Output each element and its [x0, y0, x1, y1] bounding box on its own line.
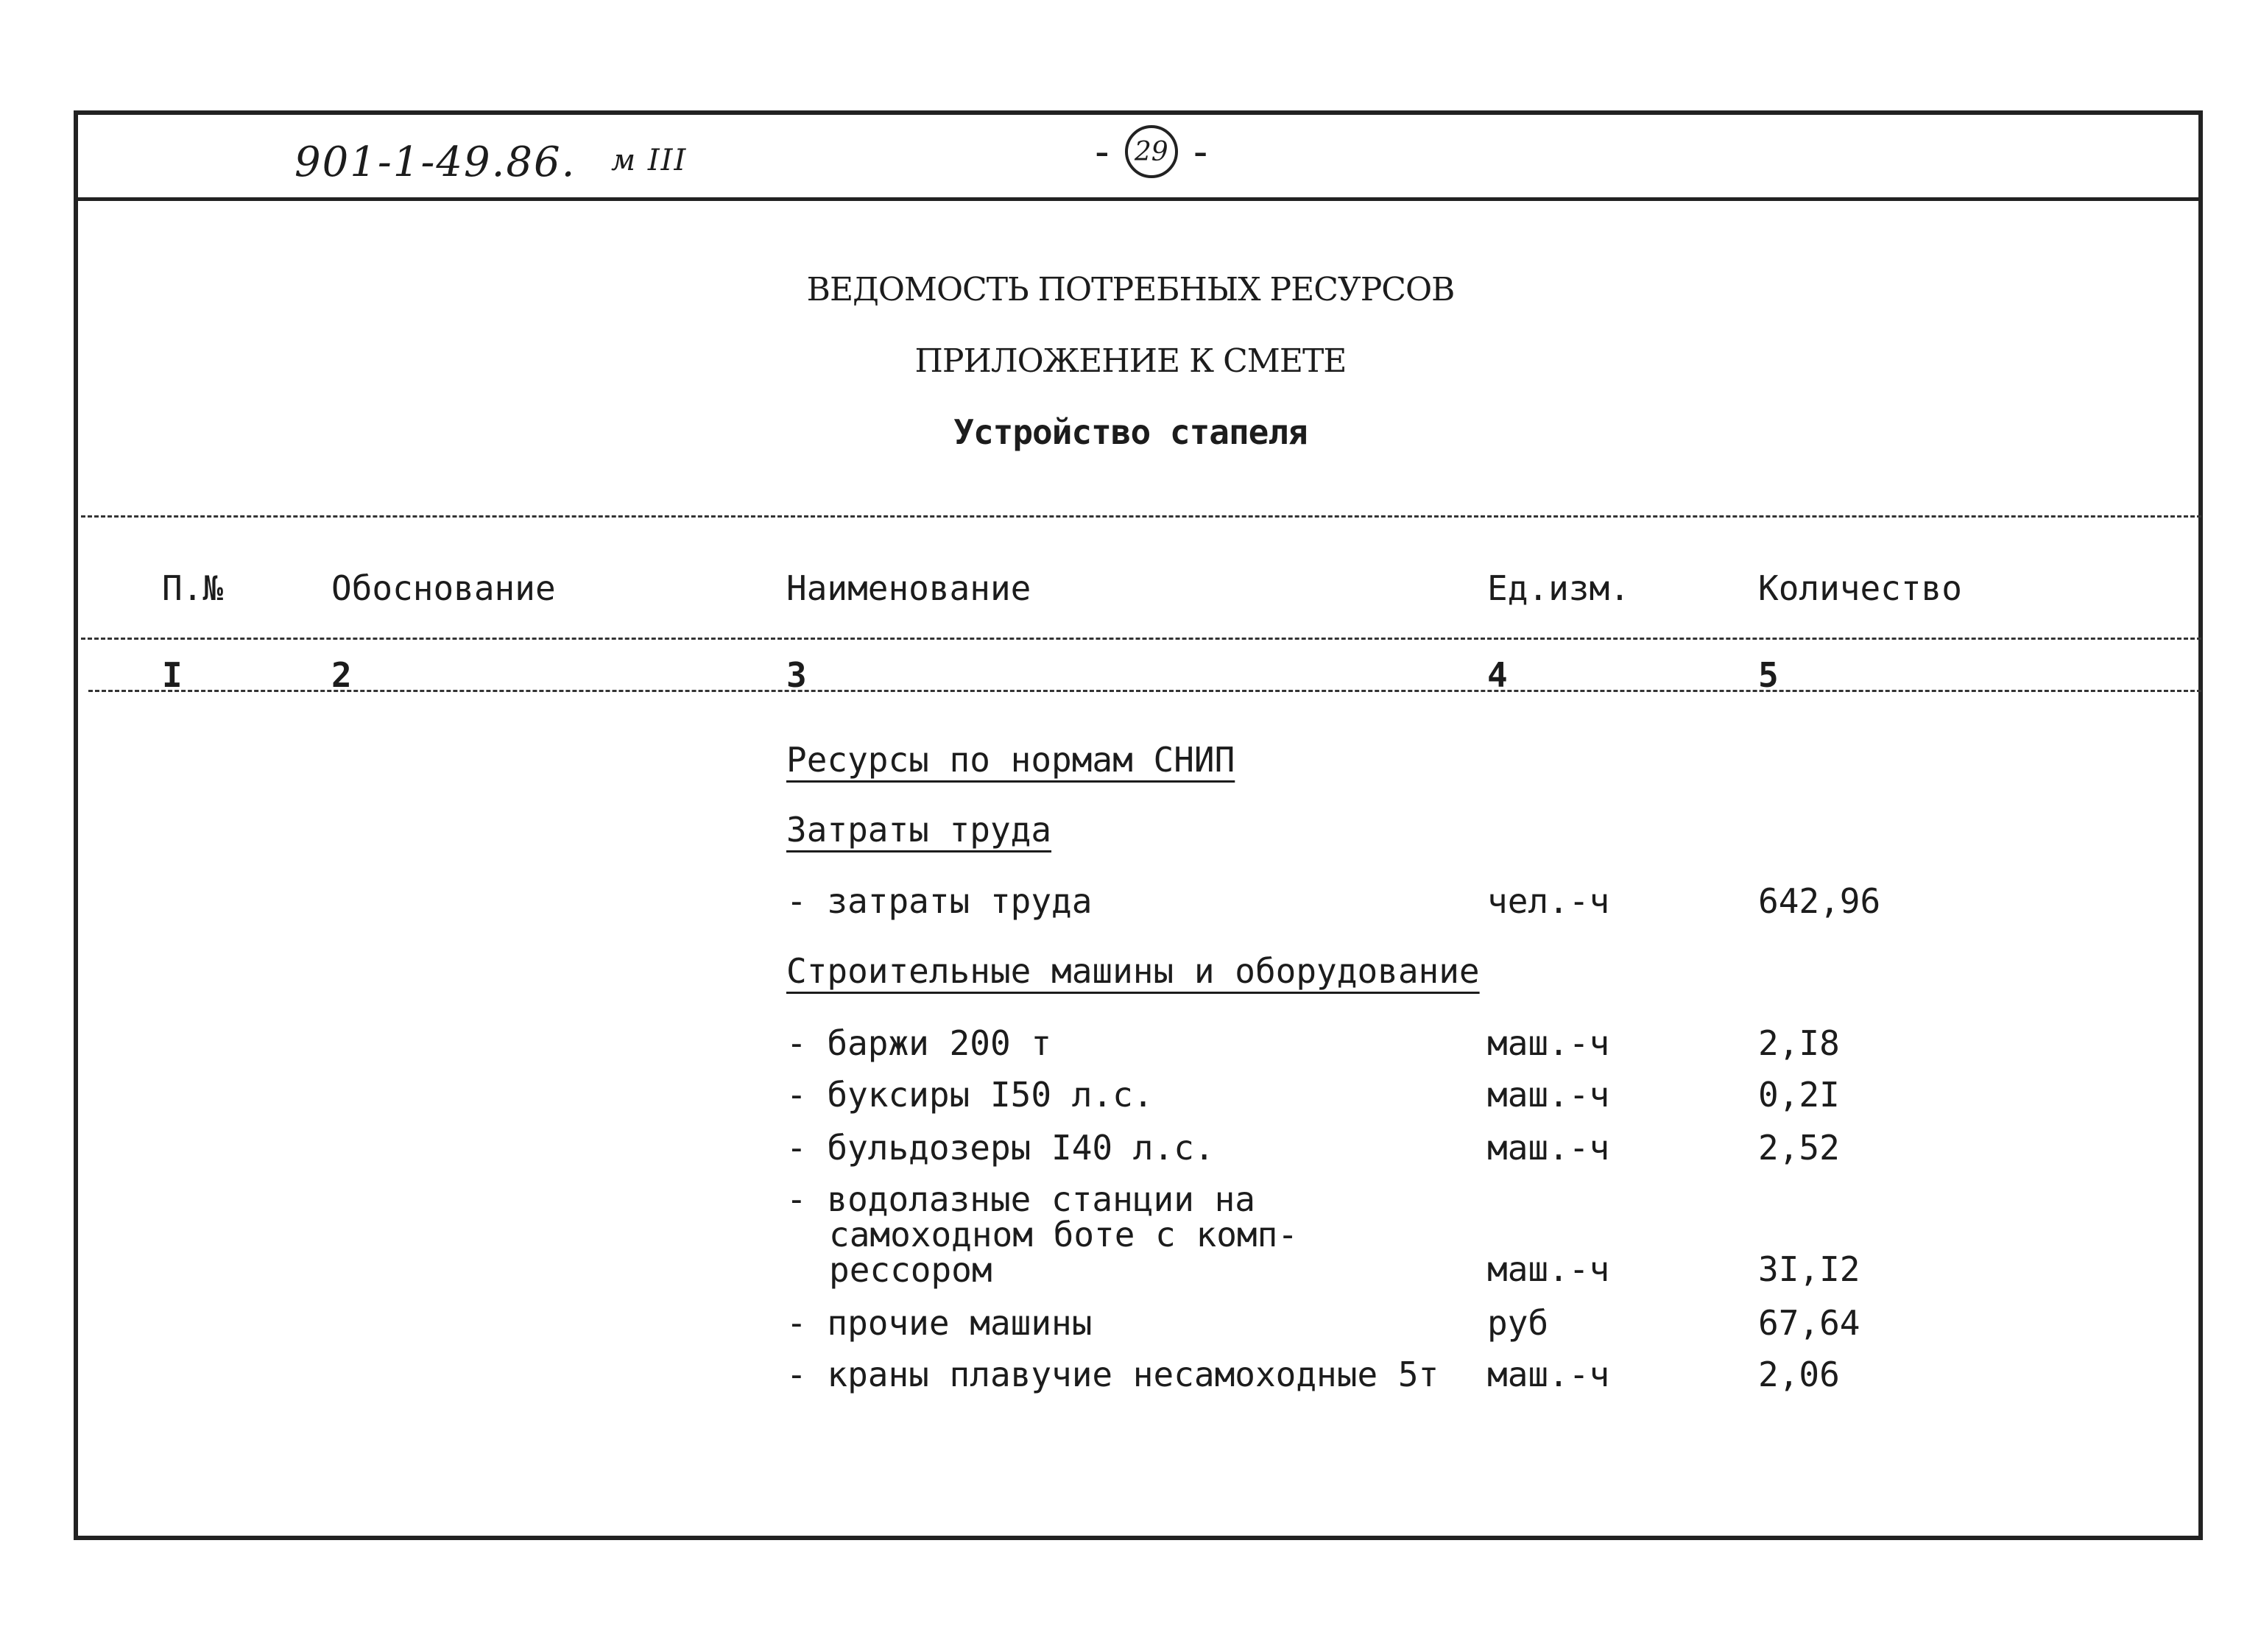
- machine-item-quantity: 2,52: [1758, 1128, 1840, 1168]
- table-header-rule: [81, 638, 2201, 640]
- machine-item-name: - прочие машины: [786, 1303, 1093, 1343]
- dash-right: -: [1188, 127, 1213, 176]
- machine-item-name: - бульдозеры I40 л.с.: [786, 1128, 1215, 1168]
- column-header-number: П.№: [162, 568, 224, 608]
- machine-item-quantity: 0,2I: [1758, 1075, 1840, 1115]
- machine-item-quantity: 67,64: [1758, 1303, 1860, 1343]
- section-title-machines: Строительные машины и оборудование: [786, 951, 1480, 991]
- machine-item-name-line: самоходном боте с комп-: [829, 1215, 1298, 1254]
- machine-item-unit: маш.-ч: [1487, 1023, 1610, 1063]
- document-code: 901-1-49.86.: [294, 138, 576, 186]
- object-title: Устройство стапеля: [953, 412, 1308, 452]
- sheet-mark: м III: [611, 144, 688, 177]
- page-number: [1090, 125, 1213, 178]
- machine-item-quantity: 2,I8: [1758, 1023, 1840, 1063]
- machine-item-name: - буксиры I50 л.с.: [786, 1075, 1154, 1115]
- section-title-labor: Затраты труда: [786, 810, 1052, 850]
- machine-item-unit: руб: [1487, 1303, 1549, 1343]
- column-header-unit: Ед.изм.: [1487, 568, 1630, 608]
- machine-item-unit: маш.-ч: [1487, 1128, 1610, 1168]
- machine-item-unit: маш.-ч: [1487, 1249, 1610, 1289]
- machine-item-name: - краны плавучие несамоходные 5т: [786, 1355, 1439, 1394]
- labor-item-quantity: 642,96: [1758, 881, 1881, 921]
- machine-item-name-multiline: [786, 1179, 1298, 1290]
- machine-item-name-line: - водолазные станции на: [786, 1179, 1255, 1219]
- dash-left: -: [1090, 127, 1115, 176]
- page-frame: [74, 110, 2203, 1540]
- column-number-1: I: [162, 655, 183, 695]
- column-header-basis: Обоснование: [331, 568, 556, 608]
- document-subtitle: ПРИЛОЖЕНИЕ К СМЕТЕ: [914, 342, 1347, 380]
- column-number-4: 4: [1487, 655, 1508, 695]
- labor-item-unit: чел.-ч: [1487, 881, 1610, 921]
- machine-item-name: - баржи 200 т: [786, 1023, 1052, 1063]
- document-title: ВЕДОМОСТЬ ПОТРЕБНЫХ РЕСУРСОВ: [806, 271, 1455, 308]
- machine-item-unit: маш.-ч: [1487, 1075, 1610, 1115]
- column-number-2: 2: [331, 655, 352, 695]
- machine-item-quantity: 2,06: [1758, 1355, 1840, 1394]
- machine-item-name-line: рессором: [829, 1250, 992, 1290]
- column-header-quantity: Количество: [1758, 568, 1962, 608]
- labor-item-name: - затраты труда: [786, 881, 1093, 921]
- table-top-rule: [81, 515, 2201, 518]
- table-number-rule: [88, 690, 2201, 692]
- page-number-circle: 29: [1125, 125, 1178, 178]
- column-header-name: Наименование: [786, 568, 1031, 608]
- column-number-5: 5: [1758, 655, 1779, 695]
- header-divider: [74, 197, 2203, 201]
- machine-item-quantity: 3I,I2: [1758, 1249, 1860, 1289]
- section-title-snip: Ресурсы по нормам СНИП: [786, 740, 1235, 780]
- machine-item-unit: маш.-ч: [1487, 1355, 1610, 1394]
- column-number-3: 3: [786, 655, 807, 695]
